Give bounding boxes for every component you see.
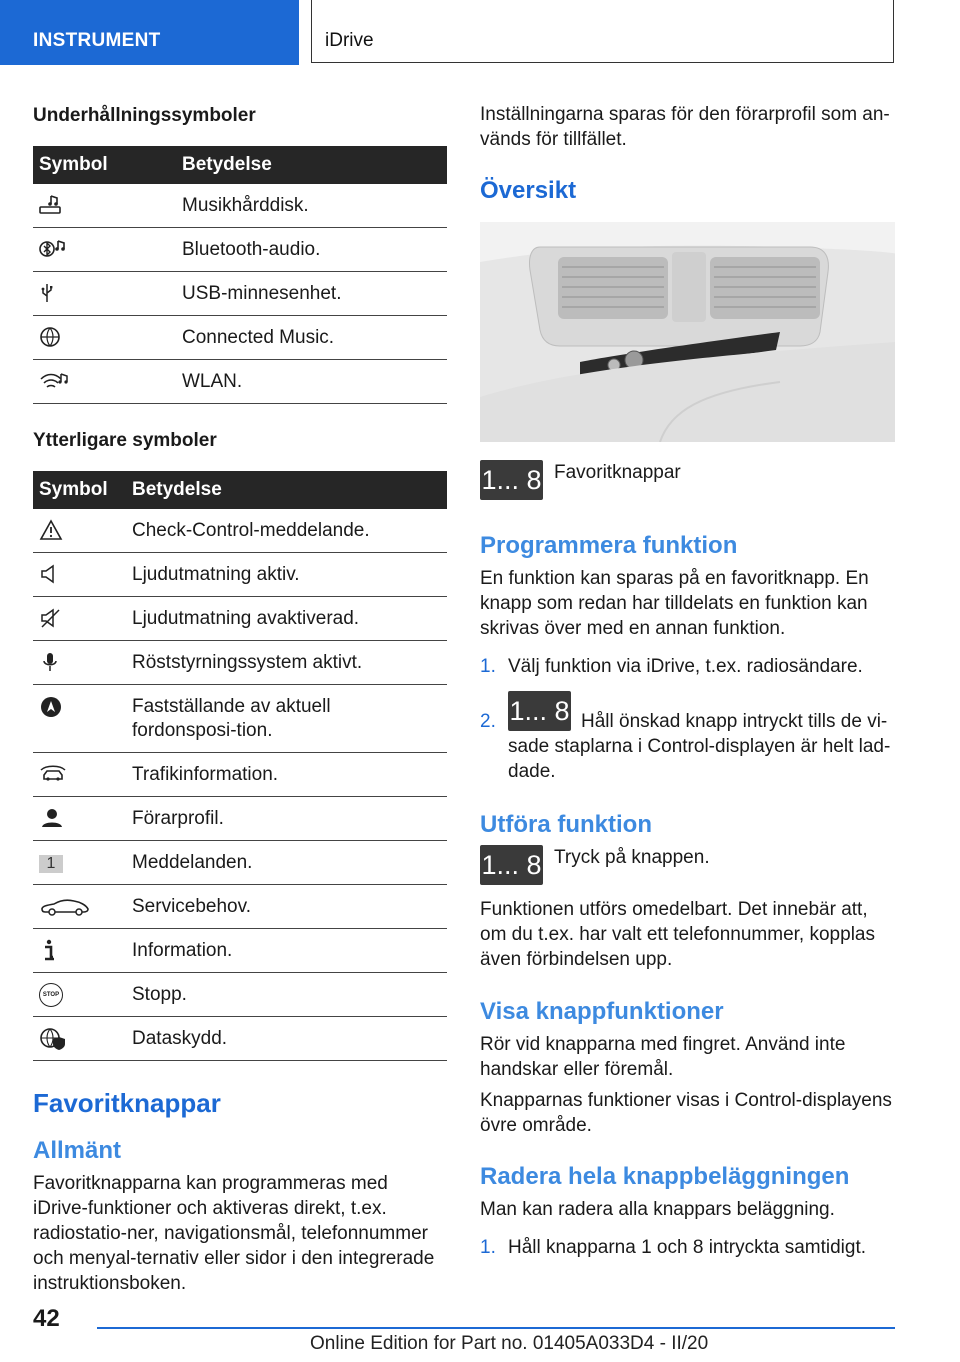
list-text: Håll knapparna 1 och 8 intryckta samtidigt. bbox=[508, 1237, 867, 1258]
stop-icon: STOP bbox=[39, 983, 63, 1007]
table-row bbox=[33, 1017, 447, 1061]
intro-text: Inställningarna sparas för den förarprofil som an-vänds för tillfället. bbox=[480, 104, 890, 150]
traffic-car-icon bbox=[39, 763, 67, 785]
col-symbol: Symbol bbox=[33, 471, 126, 509]
table-cell: USB-minnesenhet. bbox=[176, 272, 447, 316]
general-text: Favoritknapparna kan programmeras med iDrive-funktioner och aktiveras direkt, t.ex. radiostatio-ner, navigationsmål, telefonnummer och menyal-ternativ eller sidor i den integrerade instruktionsboken. bbox=[33, 1173, 435, 1294]
info-icon bbox=[39, 939, 59, 961]
favorites-button-image: 1... 8 bbox=[480, 460, 543, 500]
table-cell: Ljudutmatning avaktiverad. bbox=[126, 597, 447, 641]
microphone-icon bbox=[39, 651, 61, 673]
table-row bbox=[33, 553, 447, 597]
right-column bbox=[480, 100, 895, 1260]
footer-divider bbox=[97, 1327, 895, 1329]
list-item bbox=[480, 1235, 895, 1260]
program-text: En funktion kan sparas på en favoritknapp. En knapp som redan har tilldelats en funktion kan skrivas över med en annan funktion. bbox=[480, 568, 869, 639]
topic-header bbox=[311, 0, 894, 63]
show-text-1: Rör vid knapparna med fingret. Använd inte handskar eller föremål. bbox=[480, 1034, 846, 1080]
general-title: Allmänt bbox=[33, 1137, 122, 1164]
music-harddisk-icon bbox=[39, 194, 63, 216]
table-row bbox=[33, 272, 447, 316]
table-row bbox=[33, 184, 447, 228]
message-count-icon: 1 bbox=[39, 855, 63, 873]
table-row bbox=[33, 929, 447, 973]
program-title: Programmera funktion bbox=[480, 532, 738, 559]
table-row bbox=[33, 360, 447, 404]
col-meaning: Betydelse bbox=[126, 471, 447, 509]
table-cell: Ljudutmatning aktiv. bbox=[126, 553, 447, 597]
table-row bbox=[33, 753, 447, 797]
table-cell: Dataskydd. bbox=[126, 1017, 447, 1061]
entertainment-symbols-title: Underhållningssymboler bbox=[33, 105, 256, 126]
data-protection-icon bbox=[39, 1027, 67, 1051]
page-number: 42 bbox=[33, 1305, 60, 1332]
list-item bbox=[480, 691, 895, 784]
clear-title: Radera hela knappbeläggningen bbox=[480, 1163, 850, 1190]
col-meaning: Betydelse bbox=[176, 146, 447, 184]
car-service-icon bbox=[39, 895, 91, 917]
bluetooth-audio-icon bbox=[39, 238, 67, 260]
execute-text: Funktionen utförs omedelbart. Det innebär att, om du t.ex. har valt ett telefonnummer, kopplas även förbindelsen upp. bbox=[480, 899, 875, 970]
table-cell: Information. bbox=[126, 929, 447, 973]
show-title: Visa knappfunktioner bbox=[480, 998, 724, 1025]
table-cell: WLAN. bbox=[176, 360, 447, 404]
table-row bbox=[33, 641, 447, 685]
execute-caption: Tryck på knappen. bbox=[554, 847, 710, 868]
table-row bbox=[33, 597, 447, 641]
topic-title: iDrive bbox=[325, 30, 374, 51]
table-cell: Fastställande av aktuell fordonsposi-tion. bbox=[126, 685, 447, 753]
speaker-icon bbox=[39, 563, 63, 585]
table-cell: Förarprofil. bbox=[126, 797, 447, 841]
list-number: 1. bbox=[480, 1237, 496, 1258]
list-text: Välj funktion via iDrive, t.ex. radiosändare. bbox=[508, 656, 863, 677]
warning-triangle-icon bbox=[39, 519, 63, 541]
table-cell: Stopp. bbox=[126, 973, 447, 1017]
col-symbol: Symbol bbox=[33, 146, 176, 184]
table-row bbox=[33, 797, 447, 841]
table-header bbox=[33, 146, 447, 184]
favorites-button-caption: Favoritknappar bbox=[554, 462, 681, 483]
overview-title: Översikt bbox=[480, 177, 577, 204]
favorites-button-image: 1... 8 bbox=[508, 691, 571, 731]
list-number: 2. bbox=[480, 711, 496, 732]
table-cell: Servicebehov. bbox=[126, 885, 447, 929]
section-tab bbox=[0, 0, 299, 65]
additional-symbols-title: Ytterligare symboler bbox=[33, 430, 217, 451]
connected-music-icon bbox=[39, 326, 63, 348]
table-row bbox=[33, 228, 447, 272]
table-row bbox=[33, 316, 447, 360]
show-text-2: Knapparnas funktioner visas i Control-displayens övre område. bbox=[480, 1090, 892, 1136]
table-row bbox=[33, 973, 447, 1017]
table-row bbox=[33, 841, 447, 885]
favorites-button-row bbox=[480, 460, 895, 504]
footer-text: Online Edition for Part no. 01405A033D4 - II/20 bbox=[310, 1333, 709, 1354]
usb-icon bbox=[39, 282, 61, 304]
execute-button-row bbox=[480, 845, 895, 885]
table-cell: Connected Music. bbox=[176, 316, 447, 360]
clear-text: Man kan radera alla knappars beläggning. bbox=[480, 1199, 835, 1220]
table-row bbox=[33, 885, 447, 929]
favorites-title: Favoritknappar bbox=[33, 1088, 221, 1118]
table-cell: Röststyrningssystem aktivt. bbox=[126, 641, 447, 685]
left-column bbox=[33, 100, 447, 1296]
table-cell: Meddelanden. bbox=[126, 841, 447, 885]
wlan-music-icon bbox=[39, 370, 69, 392]
table-cell: Musikhårddisk. bbox=[176, 184, 447, 228]
table-header bbox=[33, 471, 447, 509]
list-number: 1. bbox=[480, 656, 496, 677]
list-text: Håll önskad knapp intryckt tills de vi-sade staplarna i Control-displayen är helt lad-dade. bbox=[508, 711, 891, 782]
driver-profile-icon bbox=[39, 807, 65, 829]
speaker-muted-icon bbox=[39, 607, 63, 629]
table-row bbox=[33, 509, 447, 553]
table-row bbox=[33, 685, 447, 753]
entertainment-symbols-table bbox=[33, 146, 447, 404]
additional-symbols-table bbox=[33, 471, 447, 1061]
execute-title: Utföra funktion bbox=[480, 811, 652, 838]
table-cell: Check-Control-meddelande. bbox=[126, 509, 447, 553]
list-item bbox=[480, 654, 895, 679]
section-title: INSTRUMENT bbox=[33, 30, 161, 51]
favorites-button-image: 1... 8 bbox=[480, 845, 543, 885]
table-cell: Trafikinformation. bbox=[126, 753, 447, 797]
table-cell: Bluetooth-audio. bbox=[176, 228, 447, 272]
location-icon bbox=[39, 695, 63, 719]
dashboard-photo bbox=[480, 222, 895, 442]
